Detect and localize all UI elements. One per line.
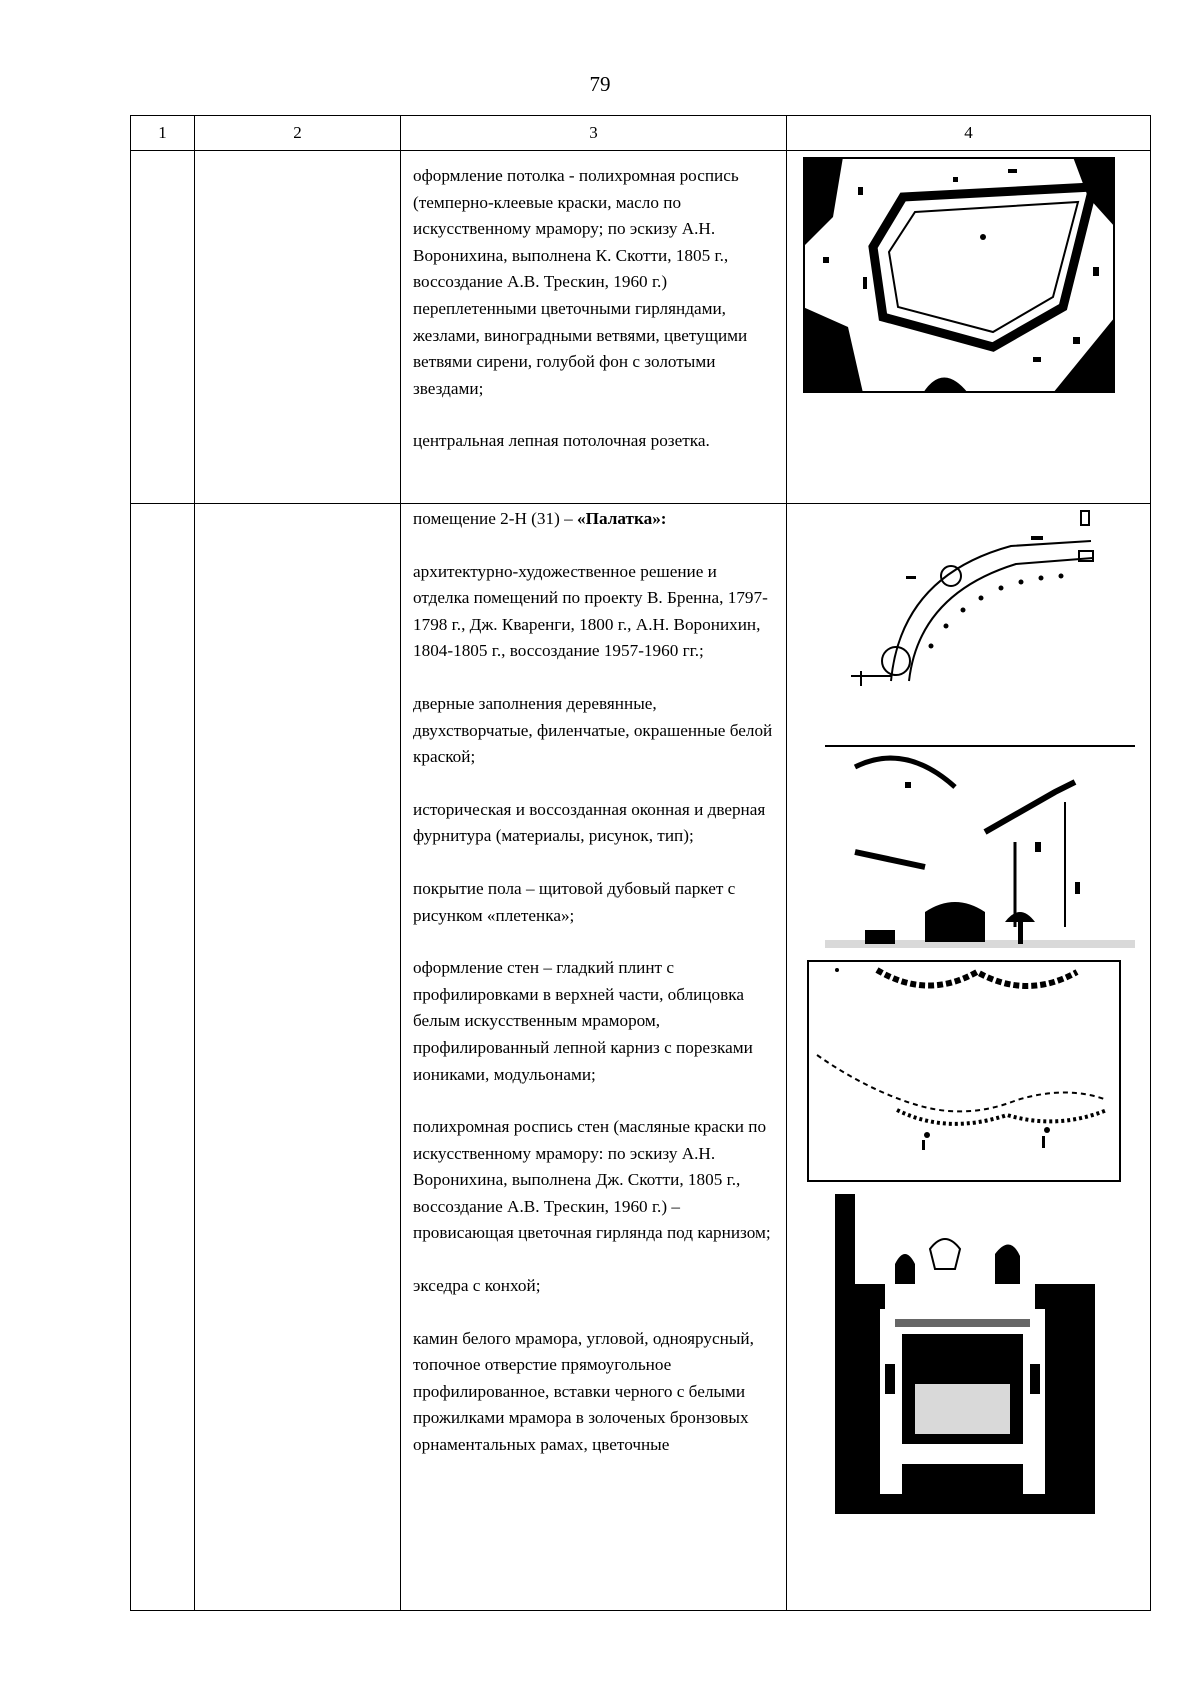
description-paragraph: дверные заполнения деревянные, двухстворчатые, филенчатые, окрашенные белой краской; bbox=[413, 693, 773, 767]
row1-col1 bbox=[131, 151, 195, 504]
row1-col2 bbox=[195, 151, 401, 504]
column-header-4: 4 bbox=[787, 116, 1151, 151]
description-paragraph: экседра с конхой; bbox=[413, 1276, 541, 1296]
column-header-3: 3 bbox=[401, 116, 787, 151]
row2-col2 bbox=[195, 504, 401, 1611]
table-row bbox=[131, 504, 1151, 1611]
description-paragraph: оформление стен – гладкий плинт с профилировками в верхней части, облицовка белым искусственным мрамором, профилированный лепной карниз с порезками иониками, модульонами; bbox=[413, 958, 753, 1084]
row2-description bbox=[401, 504, 787, 1611]
description-paragraph: оформление потолка - полихромная роспись (темперно-клеевые краски, масло по искусственному мрамору; по эскизу А.Н. Воронихина, выполнена К. Скотти, 1805 г., воссоздание А.В. Трескин, 1960 г.) переплетенными цветочными гирляндами, жезлами, виноградными ветвями, цветущими ветвями сирени, голубой фон с золотыми звездами; bbox=[413, 166, 748, 398]
column-header-1: 1 bbox=[131, 116, 195, 151]
room-heading bbox=[413, 506, 776, 533]
description-paragraph: покрытие пола – щитовой дубовый паркет с рисунком «плетенка»; bbox=[413, 878, 736, 925]
room-heading-prefix: помещение 2-Н (31) – bbox=[413, 509, 578, 528]
table-row bbox=[131, 151, 1151, 504]
room-heading-name: «Палатка»: bbox=[577, 509, 667, 528]
cornice-garland-photo bbox=[807, 960, 1121, 1182]
monument-description-table bbox=[130, 115, 1151, 1611]
row2-photos bbox=[787, 504, 1151, 1611]
floor-plan-drawing bbox=[831, 506, 1101, 694]
table-header-row bbox=[131, 116, 1151, 151]
row1-photos bbox=[787, 151, 1151, 504]
description-paragraph: архитектурно-художественное решение и отделка помещений по проекту В. Бренна, 1797-1798 г., Дж. Кваренги, 1800 г., А.Н. Воронихин, 1804-1805 г., воссоздание 1957-1960 гг.; bbox=[413, 561, 768, 661]
column-header-2: 2 bbox=[195, 116, 401, 151]
description-paragraph: центральная лепная потолочная розетка. bbox=[413, 431, 710, 451]
description-paragraph: историческая и воссозданная оконная и дверная фурнитура (материалы, рисунок, тип); bbox=[413, 799, 766, 846]
marble-fireplace-photo bbox=[835, 1194, 1095, 1514]
description-paragraph: камин белого мрамора, угловой, одноярусный, топочное отверстие прямоугольное профилированное, вставки черного с белыми прожилками мрамора в золоченых бронзовых орнаментальных рамах, цветочные bbox=[413, 1328, 754, 1455]
row1-description bbox=[401, 151, 787, 504]
description-paragraph: полихромная роспись стен (масляные краски по искусственному мрамору: по эскизу А.Н. Воронихина, выполнена Дж. Скотти, 1805 г., воссоздание А.В. Трескин, 1960 г.) – провисающая цветочная гирлянда под карнизом; bbox=[413, 1117, 771, 1243]
ceiling-painting-photo bbox=[803, 157, 1115, 393]
row2-col1 bbox=[131, 504, 195, 1611]
interior-arch-photo bbox=[825, 742, 1135, 954]
page-number: 79 bbox=[589, 72, 611, 96]
